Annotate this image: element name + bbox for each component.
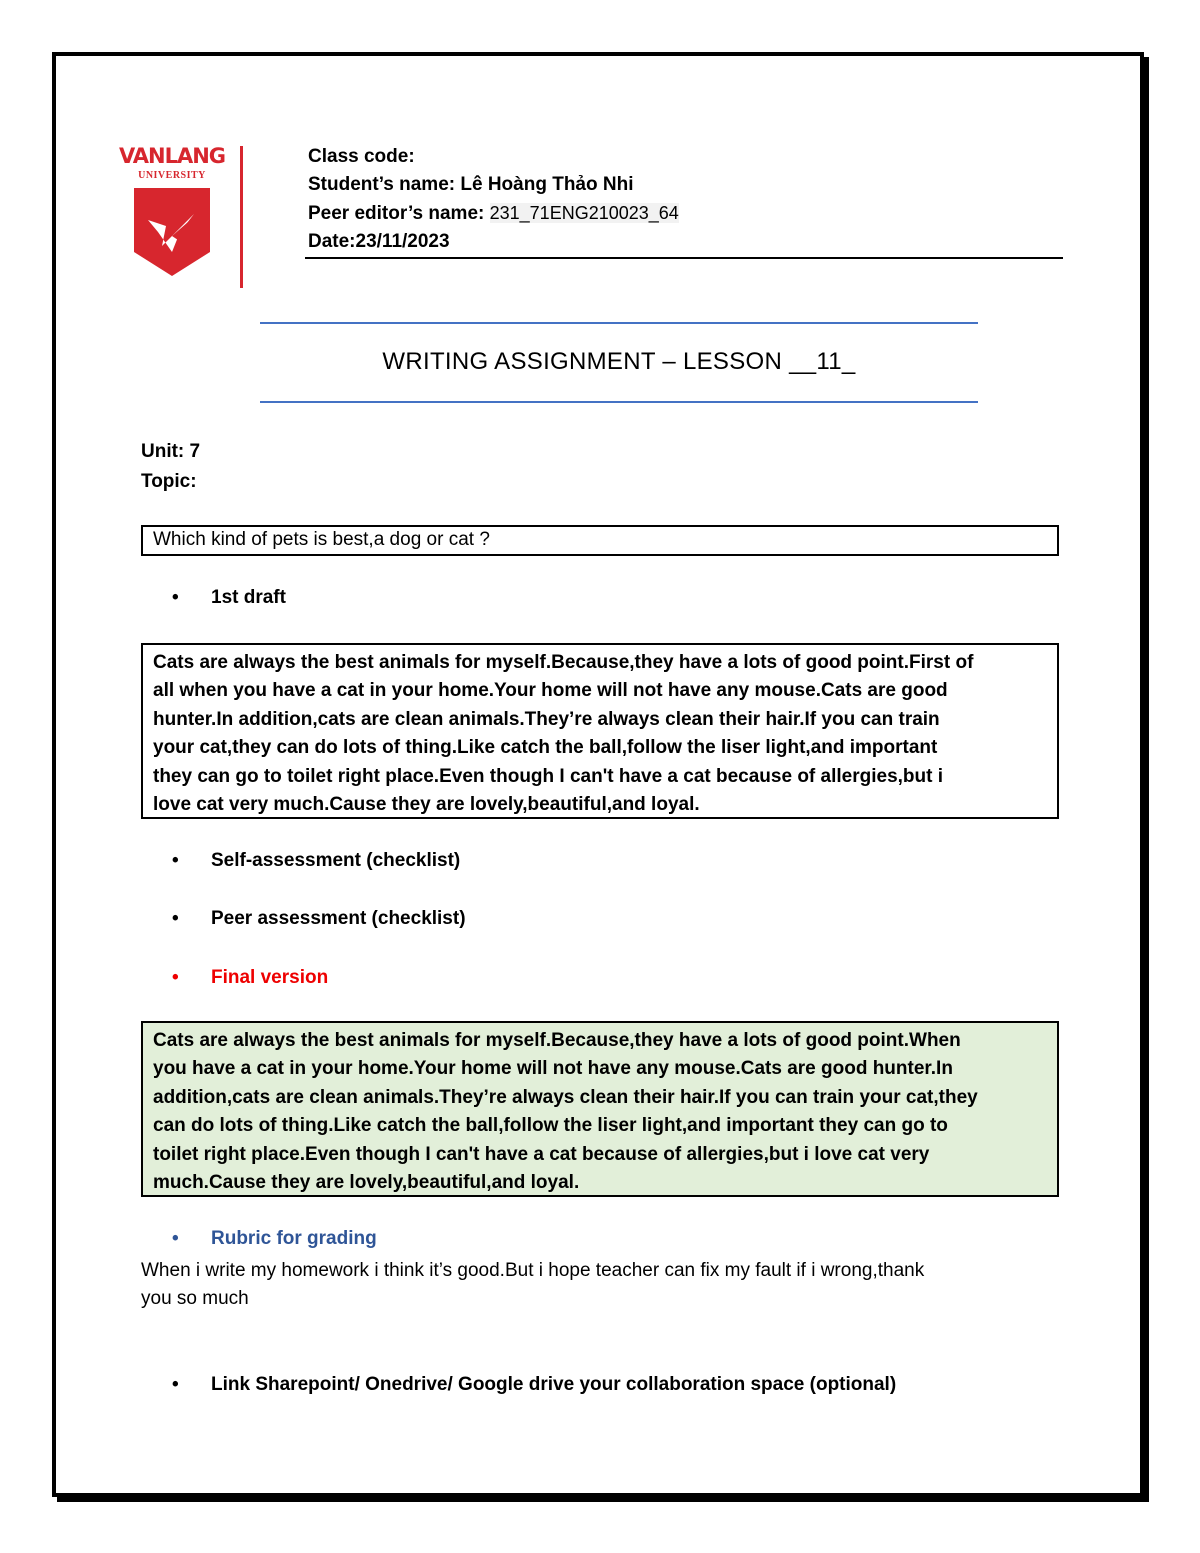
logo-divider — [240, 146, 243, 288]
essay-line: toilet right place.Even though I can't have a cat because of allergies,but i love cat very — [153, 1143, 930, 1165]
essay-line: hunter.In addition,cats are clean animals.They’re always clean their hair.If you can train — [153, 708, 940, 730]
essay-line: you have a cat in your home.Your home will not have any mouse.Cats are good hunter.In — [153, 1058, 953, 1080]
section-label: Peer assessment (checklist) — [211, 908, 466, 929]
page-title: WRITING ASSIGNMENT – LESSON __11_ — [382, 348, 856, 375]
header-divider — [305, 257, 1063, 259]
comment-line: you so much — [141, 1288, 249, 1309]
student-info — [308, 143, 679, 256]
essay-line: your cat,they can do lots of thing.Like catch the ball,follow the liser light,and important — [153, 737, 938, 759]
section-peer-assessment — [176, 908, 466, 930]
section-final-version — [176, 967, 328, 989]
section-link — [176, 1374, 896, 1396]
peer-editor-label: Peer editor’s name: — [308, 203, 485, 224]
unit-label: Unit: 7 — [141, 441, 201, 462]
essay-line: Cats are always the best animals for myself.Because,they have a lots of good point.First of — [153, 652, 974, 673]
section-first-draft — [176, 587, 286, 609]
peer-editor-value: 231_71ENG210023_64 — [489, 203, 679, 223]
essay-line: all when you have a cat in your home.Your home will not have any mouse.Cats are good — [153, 680, 948, 702]
peer-editor-row — [308, 199, 679, 228]
student-name-label: Student’s name: — [308, 174, 456, 195]
essay-line: they can go to toilet right place.Even though I can't have a cat because of allergies,but i — [153, 765, 944, 787]
first-draft-box — [141, 643, 1059, 819]
date-row — [308, 228, 679, 256]
comment-line: When i write my homework i think it’s good.But i hope teacher can fix my fault if i wrong,thank — [141, 1260, 925, 1281]
class-code-label: Class code: — [308, 146, 415, 167]
title-top-rule — [260, 322, 978, 324]
section-rubric — [176, 1228, 377, 1250]
essay-line: addition,cats are clean animals.They’re always clean their hair.If you can train your cat,they — [153, 1086, 978, 1108]
essay-line: love cat very much.Cause they are lovely,beautiful,and loyal. — [153, 794, 700, 816]
essay-line: Cats are always the best animals for myself.Because,they have a lots of good point.When — [153, 1030, 961, 1051]
date-label: Date: — [308, 231, 356, 252]
logo-name: VANLANG — [118, 144, 226, 168]
section-label: 1st draft — [211, 587, 286, 608]
section-label: Rubric for grading — [211, 1228, 377, 1249]
section-label: Self-assessment (checklist) — [211, 850, 461, 871]
essay-line: can do lots of thing.Like catch the ball,follow the liser light,and important they can go to — [153, 1115, 948, 1137]
title-bottom-rule — [260, 401, 978, 403]
section-label: Final version — [211, 967, 329, 988]
final-version-box — [141, 1021, 1059, 1197]
student-name-row — [308, 171, 679, 199]
topic-box: Which kind of pets is best,a dog or cat ? — [141, 525, 1059, 556]
rubric-comment — [141, 1257, 1061, 1313]
class-code-row — [308, 143, 679, 171]
section-label: Link Sharepoint/ Onedrive/ Google drive your collaboration space (optional) — [211, 1374, 897, 1395]
student-name-value: Lê Hoàng Thảo Nhi — [460, 174, 634, 195]
section-self-assessment — [176, 850, 460, 872]
shield-icon — [132, 186, 212, 278]
topic-label: Topic: — [141, 471, 197, 492]
date-value: 23/11/2023 — [355, 231, 450, 252]
logo-subtitle: UNIVERSITY — [138, 170, 206, 181]
university-logo — [110, 140, 240, 290]
essay-line: much.Cause they are lovely,beautiful,and loyal. — [153, 1172, 580, 1194]
